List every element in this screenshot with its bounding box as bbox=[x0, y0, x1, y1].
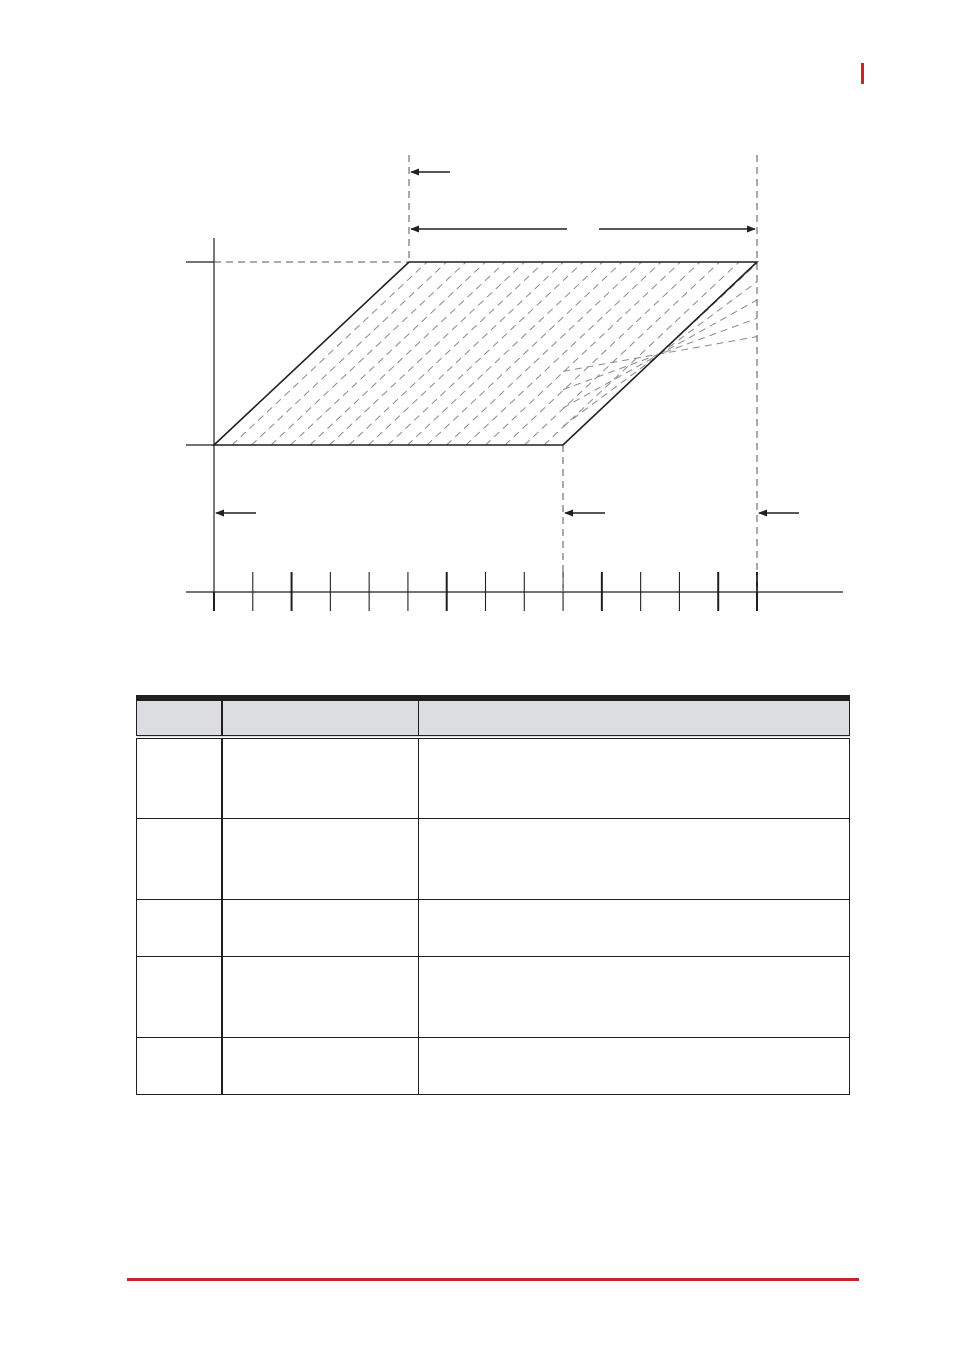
hatch-line bbox=[505, 262, 700, 445]
table-row bbox=[137, 956, 850, 1037]
table-cell bbox=[419, 899, 850, 956]
table-row bbox=[137, 1037, 850, 1094]
hatch-line bbox=[544, 262, 739, 445]
table-row bbox=[137, 818, 850, 899]
table-cell bbox=[137, 737, 222, 818]
table-cell bbox=[137, 818, 222, 899]
hatch-line bbox=[466, 262, 661, 445]
table-cell bbox=[222, 899, 419, 956]
header-cell-3 bbox=[419, 698, 850, 737]
table-cell bbox=[222, 737, 419, 818]
hatch-line bbox=[486, 262, 681, 445]
header-cell-1 bbox=[137, 698, 222, 737]
table-row bbox=[137, 737, 850, 818]
header-cell-2 bbox=[222, 698, 419, 737]
hatch-line bbox=[447, 262, 642, 445]
table-cell bbox=[222, 818, 419, 899]
table-cell bbox=[419, 1037, 850, 1094]
table-cell bbox=[137, 899, 222, 956]
table-cell bbox=[137, 1037, 222, 1094]
table-cell bbox=[222, 956, 419, 1037]
table-row bbox=[137, 899, 850, 956]
table-header-row bbox=[137, 698, 850, 737]
specification-table bbox=[136, 695, 850, 1095]
timing-diagram bbox=[0, 0, 953, 660]
hatch-line bbox=[525, 262, 720, 445]
table-cell bbox=[222, 1037, 419, 1094]
footer-rule bbox=[127, 1278, 859, 1281]
table-cell bbox=[419, 737, 850, 818]
table-cell bbox=[419, 818, 850, 899]
table-cell bbox=[137, 956, 222, 1037]
table-cell bbox=[419, 956, 850, 1037]
